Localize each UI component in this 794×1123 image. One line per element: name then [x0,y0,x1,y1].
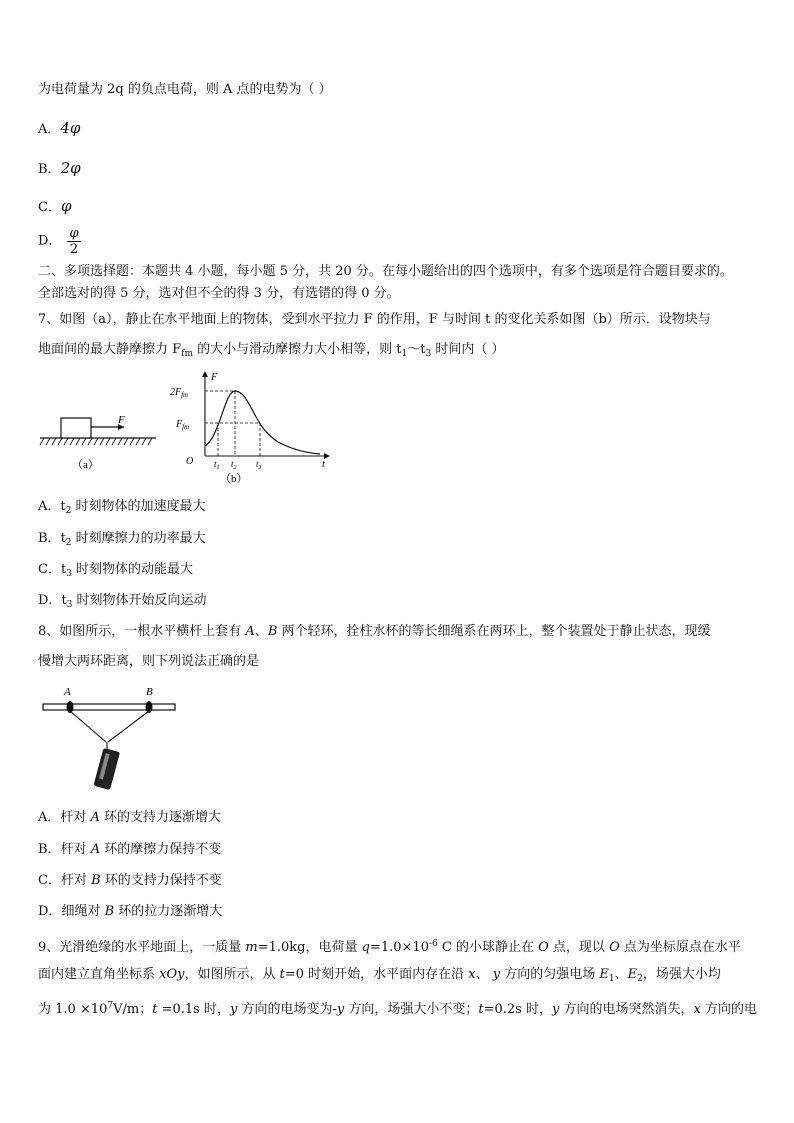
q6-option-b: B．2φ [38,159,81,177]
q8-option-d: D．细绳对 B 环的拉力逐渐增大 [38,904,223,919]
x-axis-label: t [322,459,325,470]
level-ffm: $F_{fm}$ [176,419,190,431]
q7-stem-line2: 地面间的最大静摩擦力 $F_{fm}$ 的大小与滑动摩擦力大小相等，则 $t_1\sim t_3$ 时间内（ ） [38,342,505,359]
q9-stem-line2: 面内建立直角坐标系 xOy，如图所示，从 t=0 时刻开始，水平面内存在沿 x、 y 方向的匀强电场 $E_1$、$E_2$，场强大小均 [38,967,721,984]
tick-t3: $t_3$ [256,459,262,471]
q7-figure-a [38,405,163,475]
q6-stem-tail: 为电荷量为 2q 的负点电荷，则 A 点的电势为（ ） [38,82,332,97]
q7-option-d: D．$t_3$ 时刻物体开始反向运动 [38,593,207,610]
q6-option-d: D． $\frac{\varphi}{2}$ [38,226,79,257]
figure-a-caption: （a） [72,459,99,471]
q8-option-a: A．杆对 A 环的支持力逐渐增大 [38,810,222,825]
rope-right [108,711,149,742]
force-label: F [118,414,125,426]
ring-a-label: A [64,686,71,698]
tick-t1: $t_1$ [214,459,220,471]
level-2ffm: $2F_{fm}$ [170,387,189,399]
q8-stem-line2: 慢增大两环距离，则下列说法正确的是 [38,654,260,669]
figure-b-caption: （b） [220,473,248,485]
q8-option-c: C．杆对 B 环的支持力保持不变 [38,873,222,888]
force-curve [205,391,320,454]
q8-option-b: B．杆对 A 环的摩擦力保持不变 [38,842,222,857]
ring-b-label: B [146,686,153,698]
q8-stem-line1: 8、如图所示，一根水平横杆上套有 A、B 两个轻环，拴柱水杯的等长细绳系在两环上，整个装置处于静止状态，现缓 [38,624,711,639]
q7-option-a: A．$t_2$ 时刻物体的加速度最大 [38,499,206,516]
section2-line2: 全部选对的得 5 分，选对但不全的得 3 分，有选错的得 0 分。 [38,286,400,301]
q7-stem-line1: 7、如图（a），静止在水平地面上的物体，受到水平拉力 F 的作用，F 与时间 t 的变化关系如图（b）所示．设物块与 [38,312,711,327]
q7-figure-b [168,368,343,488]
q6-option-c: C．φ [38,197,72,215]
rod [43,704,175,710]
fraction: $\frac{\varphi}{2}$ [69,226,79,257]
cup [94,749,119,790]
rope-left [70,711,106,742]
q6-option-a: A．4φ [38,119,81,137]
block [61,418,91,438]
q8-figure [40,684,180,796]
q9-stem-line1: 9、光滑绝缘的水平地面上，一质量 m=1.0kg，电荷量 $q=1.0\times 10^{-6}$ C 的小球静止在 O 点，现以 O 点为坐标原点在水平 [38,939,741,955]
tick-t2: $t_2$ [231,459,237,471]
origin-label: O [186,456,194,467]
section2-line1: 二、多项选择题：本题共 4 小题，每小题 5 分，共 20 分。在每小题给出的四个选项中，有多个选项是符合题目要求的。 [38,264,733,279]
y-axis-label: F [211,372,218,383]
q9-stem-line3: 为 $1.0 \times 10^7V/m$；t =0.1s 时，y 方向的电场变为-y 方向，场强大小不变；t=0.2s 时，y 方向的电场突然消失，x 方向的电 [38,1001,757,1017]
q7-option-b: B．$t_2$ 时刻摩擦力的功率最大 [38,531,206,548]
q7-option-c: C．$t_3$ 时刻物体的动能最大 [38,562,194,579]
